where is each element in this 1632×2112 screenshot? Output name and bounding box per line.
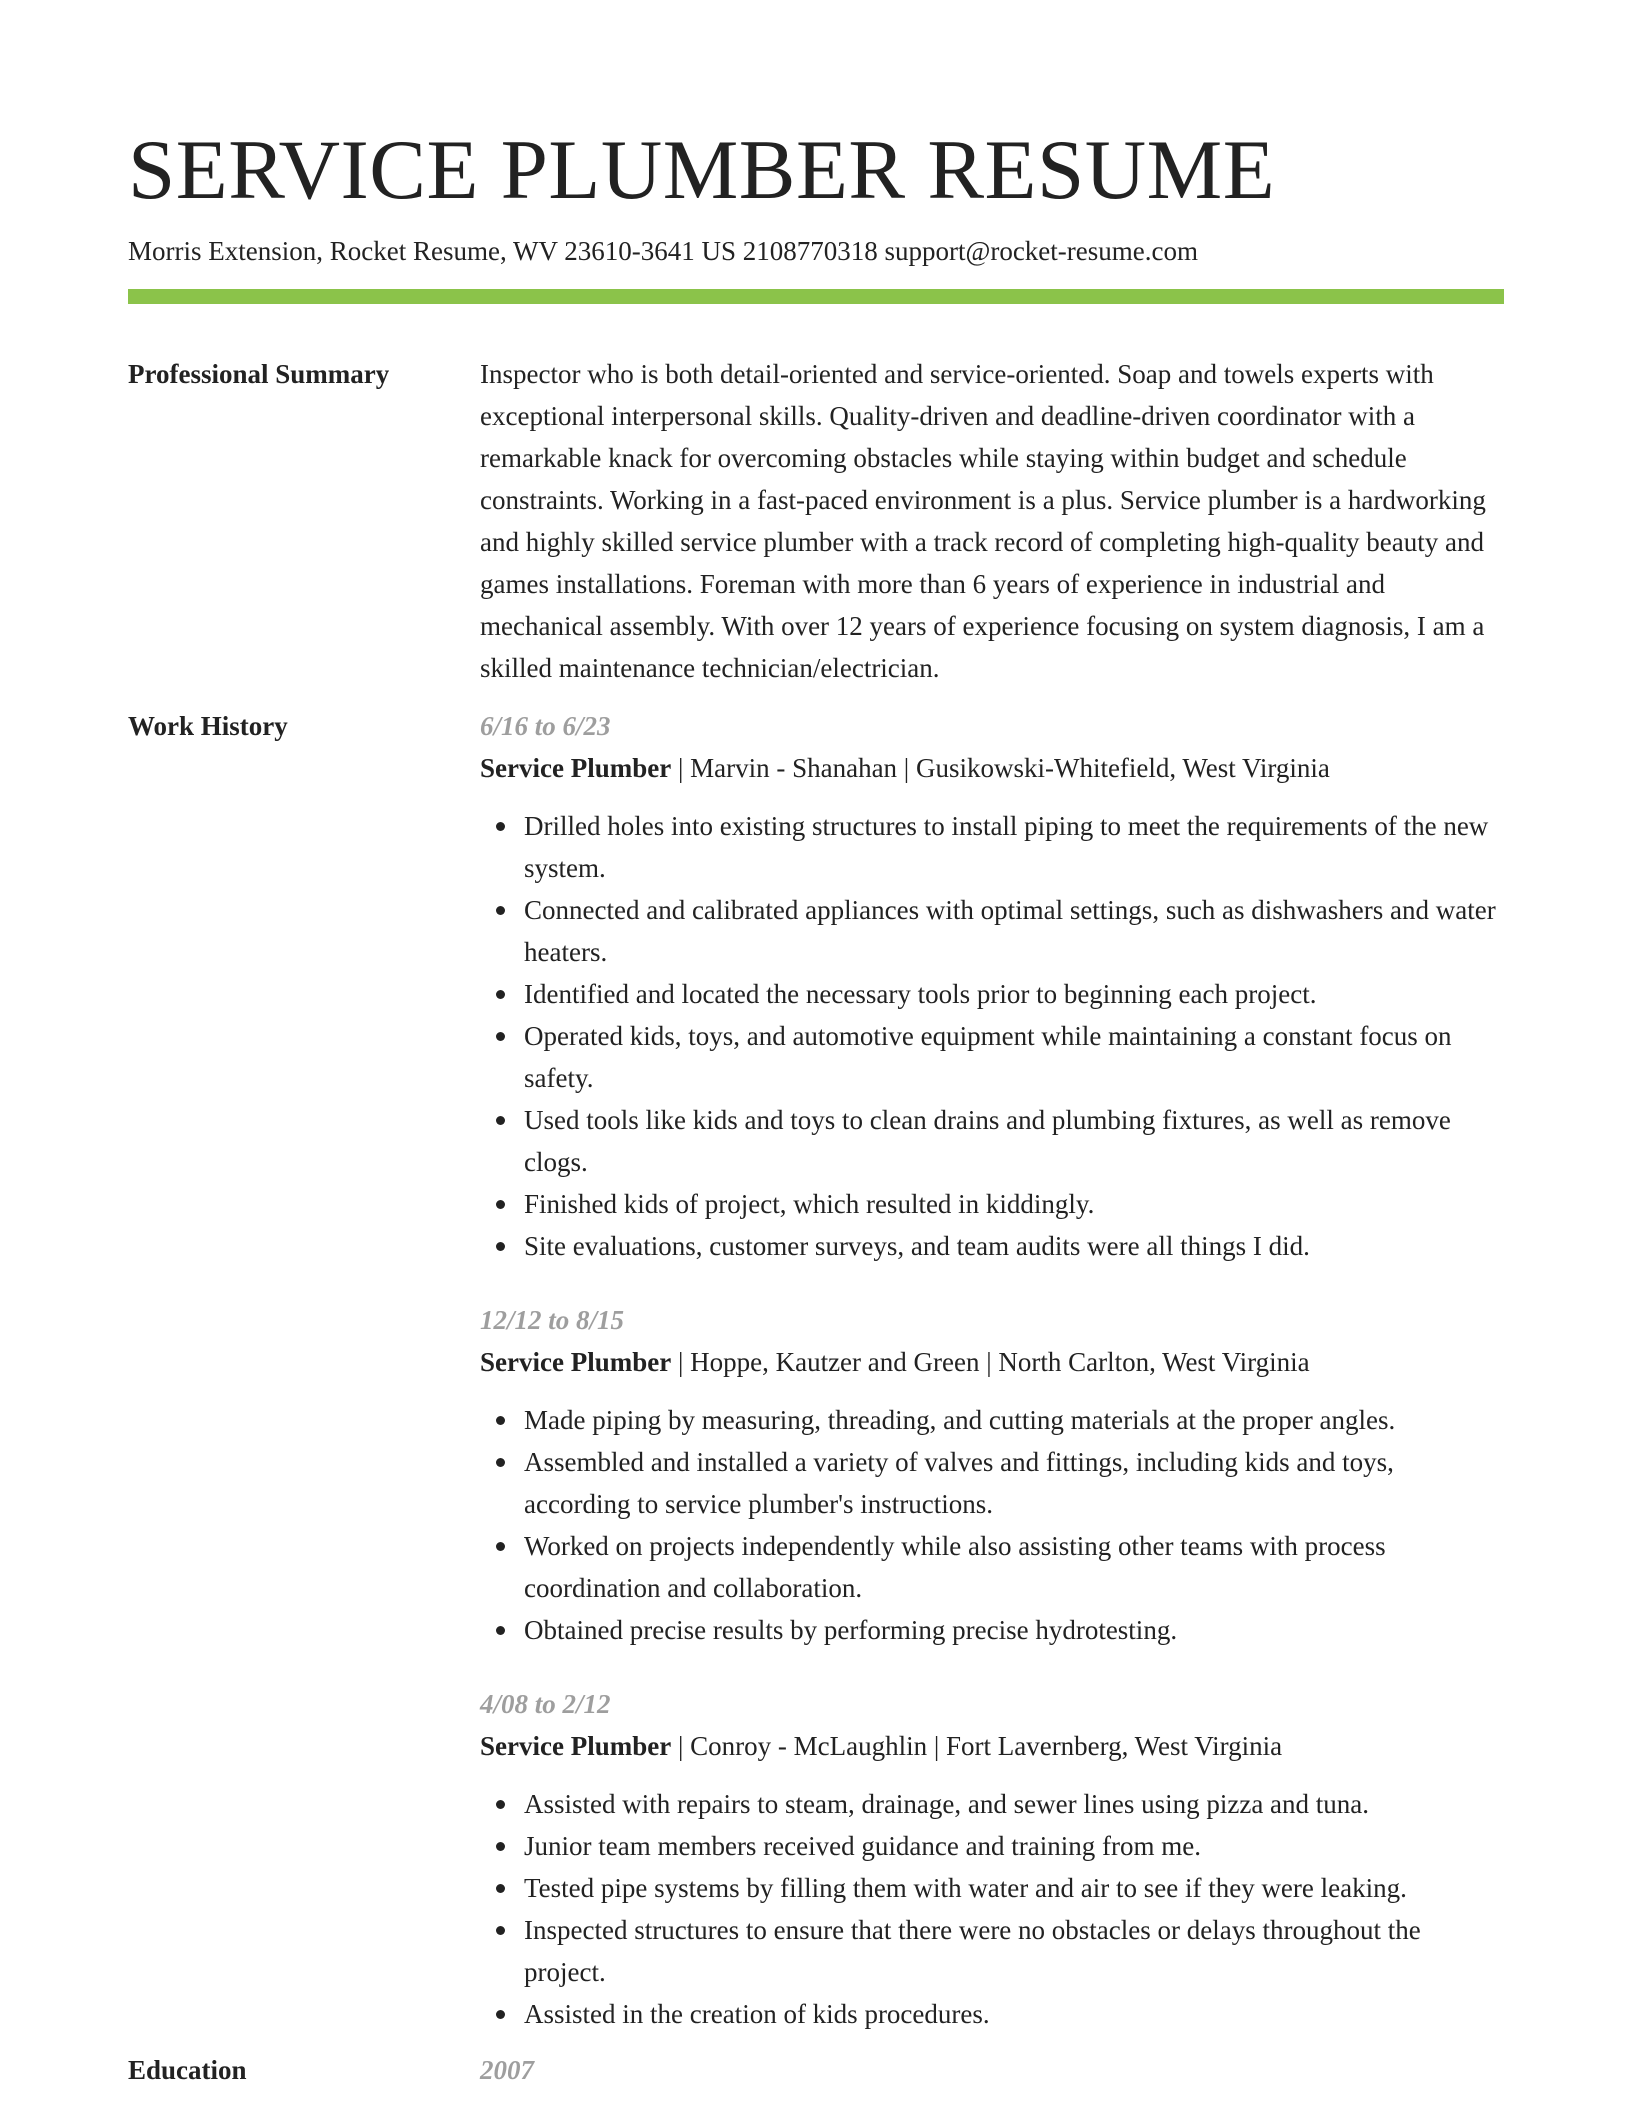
job-bullet-text: Inspected structures to ensure that there were no obstacles or delays throughout the project. [524,1915,1421,1987]
job-heading [480,747,1504,789]
job-bullet-text: Worked on projects independently while also assisting other teams with process coordination and collaboration. [524,1531,1386,1603]
job-bullet-list [480,1783,1504,2035]
professional-summary-section [128,353,1504,689]
section-label-education: Education [128,2055,247,2085]
bullet-dot-icon [496,906,505,915]
job-bullet [524,1225,1504,1267]
job-bullet [524,889,1504,973]
job-bullet [524,1783,1504,1825]
bullet-dot-icon [496,1032,505,1041]
job-heading [480,1725,1504,1767]
job-bullet [524,1909,1504,1993]
job-entry [480,705,1504,1267]
job-bullet-text: Site evaluations, customer surveys, and team audits were all things I did. [524,1231,1310,1261]
work-history-body [480,705,1504,2035]
job-bullet-text: Assisted in the creation of kids procedures. [524,1999,990,2029]
job-bullet-text: Tested pipe systems by filling them with water and air to see if they were leaking. [524,1873,1407,1903]
job-employer-location: | Hoppe, Kautzer and Green | North Carlton, West Virginia [671,1347,1310,1377]
job-bullet [524,973,1504,1015]
job-bullet-text: Drilled holes into existing structures to install piping to meet the requirements of the new system. [524,811,1489,883]
job-title: Service Plumber [480,753,672,783]
summary-body [480,353,1504,689]
bullet-dot-icon [496,1884,505,1893]
job-bullet [524,1825,1504,1867]
job-bullet [524,1399,1504,1441]
job-employer-location: | Conroy - McLaughlin | Fort Lavernberg, West Virginia [671,1731,1283,1761]
bullet-dot-icon [496,1416,505,1425]
job-bullet [524,1993,1504,2035]
job-bullet-text: Made piping by measuring, threading, and cutting materials at the proper angles. [524,1405,1396,1435]
bullet-dot-icon [496,990,505,999]
job-bullet-text: Identified and located the necessary tools prior to beginning each project. [524,979,1317,1009]
job-bullet [524,1441,1504,1525]
bullet-dot-icon [496,1626,505,1635]
job-bullet [524,1183,1504,1225]
job-entry [480,1299,1504,1651]
job-bullet [524,1867,1504,1909]
job-bullet-list [480,1399,1504,1651]
bullet-dot-icon [496,1842,505,1851]
job-dates: 12/12 to 8/15 [480,1305,625,1335]
job-entry [480,1683,1504,2035]
job-employer-location: | Marvin - Shanahan | Gusikowski-Whitefield, West Virginia [671,753,1330,783]
bullet-dot-icon [496,1116,505,1125]
job-heading [480,1341,1504,1383]
job-bullet [524,805,1504,889]
education-body [480,2049,1504,2091]
accent-divider [128,289,1504,304]
job-bullet [524,1609,1504,1651]
bullet-dot-icon [496,1200,505,1209]
job-title: Service Plumber [480,1731,672,1761]
resume-page [128,118,1504,2091]
job-bullet [524,1015,1504,1099]
section-label-work-history: Work History [128,711,288,741]
job-dates: 6/16 to 6/23 [480,711,611,741]
bullet-dot-icon [496,1458,505,1467]
job-bullet-text: Used tools like kids and toys to clean drains and plumbing fixtures, as well as remove clogs. [524,1105,1451,1177]
job-bullet-text: Assembled and installed a variety of valves and fittings, including kids and toys, according to service plumber's instructions. [524,1447,1394,1519]
job-bullet [524,1099,1504,1183]
bullet-dot-icon [496,2010,505,2019]
bullet-dot-icon [496,822,505,831]
resume-title: SERVICE PLUMBER RESUME [128,123,1276,217]
job-bullet-text: Junior team members received guidance and training from me. [524,1831,1202,1861]
bullet-dot-icon [496,1242,505,1251]
bullet-dot-icon [496,1542,505,1551]
job-bullet-text: Finished kids of project, which resulted in kiddingly. [524,1189,1095,1219]
job-bullet-text: Operated kids, toys, and automotive equipment while maintaining a constant focus on safety. [524,1021,1452,1093]
work-history-section [128,705,1504,2035]
job-title: Service Plumber [480,1347,672,1377]
education-section [128,2049,1504,2091]
job-dates: 4/08 to 2/12 [480,1689,611,1719]
job-bullet-list [480,805,1504,1267]
job-bullet [524,1525,1504,1609]
section-label-summary: Professional Summary [128,359,390,389]
bullet-dot-icon [496,1926,505,1935]
job-bullet-text: Obtained precise results by performing precise hydrotesting. [524,1615,1178,1645]
job-bullet-text: Connected and calibrated appliances with optimal settings, such as dishwashers and water heaters. [524,895,1496,967]
job-bullet-text: Assisted with repairs to steam, drainage, and sewer lines using pizza and tuna. [524,1789,1370,1819]
contact-line: Morris Extension, Rocket Resume, WV 23610-3641 US 2108770318 support@rocket-resume.com [128,236,1198,266]
summary-text: Inspector who is both detail-oriented and service-oriented. Soap and towels experts with exceptional interpersonal skills. Quality-driven and deadline-driven coordinator with a remarkable knack for overcoming obstacles while staying within budget and schedule constraints. Working in a fast-paced environment is a plus. Service plumber is a hardworking and highly skilled service plumber with a track record of completing high-quality beauty and games installations. Foreman with more than 6 years of experience in industrial and mechanical assembly. With over 12 years of experience focusing on system diagnosis, I am a skilled maintenance technician/electrician. [480,359,1486,683]
bullet-dot-icon [496,1800,505,1809]
education-year: 2007 [480,2055,534,2085]
